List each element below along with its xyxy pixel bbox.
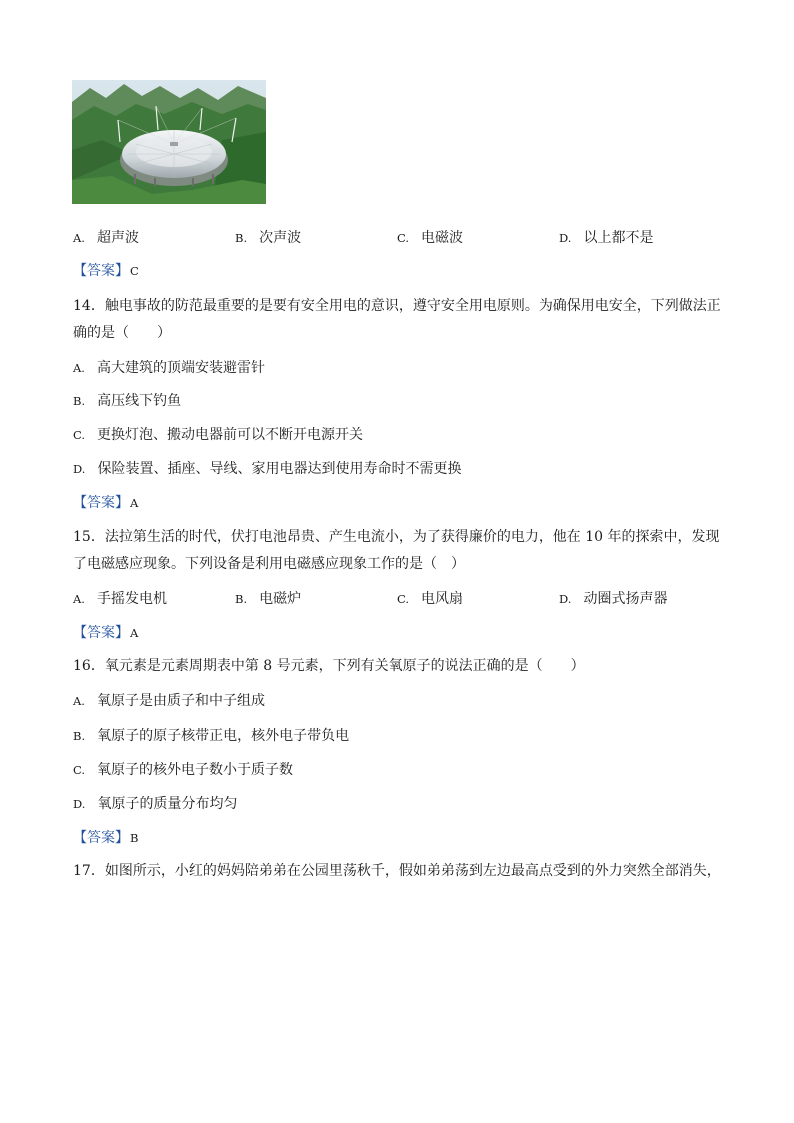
- q16-stem-line1: 16．氧元素是元素周期表中第 8 号元素，下列有关氧原子的说法正确的是（ ）: [73, 658, 585, 674]
- q15-stem-line2: 了电磁感应现象。下列设备是利用电磁感应现象工作的是（ ）: [73, 556, 465, 572]
- q15-option-b: [235, 590, 301, 608]
- option-text: 次声波: [259, 230, 302, 246]
- q14-answer: [73, 494, 138, 512]
- option-text: 动圈式扬声器: [583, 591, 668, 607]
- answer-value: A: [130, 626, 139, 640]
- option-letter: C.: [73, 763, 86, 777]
- option-letter: B.: [235, 592, 248, 606]
- q14-option-d: [73, 460, 461, 478]
- answer-value: A: [130, 496, 139, 510]
- q15-stem-line1: 15．法拉第生活的时代，伏打电池昂贵、产生电流小，为了获得廉价的电力，他在 10 年的探索中，发现: [73, 529, 720, 545]
- q15-option-d: [559, 590, 667, 608]
- option-text: 以上都不是: [583, 230, 654, 246]
- q15-option-a: [73, 590, 167, 608]
- q17-stem-line1: 17．如图所示，小红的妈妈陪弟弟在公园里荡秋千，假如弟弟荡到左边最高点受到的外力突然全部消失，: [73, 863, 721, 879]
- q16-option-c: [73, 761, 293, 779]
- option-text: 氧原子的质量分布均匀: [97, 796, 238, 812]
- q15-answer: [73, 624, 138, 642]
- option-text: 保险装置、插座、导线、家用电器达到使用寿命时不需更换: [97, 461, 462, 477]
- q16-option-a: [73, 692, 265, 710]
- q13-option-b: [235, 229, 301, 247]
- option-letter: D.: [559, 592, 572, 606]
- q14-stem-line1: 14．触电事故的防范最重要的是要有安全用电的意识，遵守安全用电原则。为确保用电安全，下列做法正: [73, 298, 721, 314]
- option-letter: D.: [559, 231, 572, 245]
- answer-tag: 【答案】: [73, 495, 129, 511]
- option-letter: C.: [397, 231, 410, 245]
- option-text: 高大建筑的顶端安装避雷针: [96, 360, 265, 376]
- option-text: 电风扇: [421, 591, 464, 607]
- option-letter: B.: [73, 394, 86, 408]
- option-letter: A.: [73, 694, 85, 708]
- option-letter: A.: [73, 361, 85, 375]
- q13-option-d: [559, 229, 653, 247]
- q16-option-d: [73, 795, 237, 813]
- option-letter: A.: [73, 592, 85, 606]
- option-letter: A.: [73, 231, 85, 245]
- answer-tag: 【答案】: [73, 263, 129, 279]
- option-text: 超声波: [96, 230, 139, 246]
- answer-tag: 【答案】: [73, 625, 129, 641]
- option-letter: D.: [73, 797, 86, 811]
- option-text: 氧原子的原子核带正电，核外电子带负电: [97, 728, 350, 744]
- option-letter: C.: [397, 592, 410, 606]
- option-text: 高压线下钓鱼: [97, 393, 182, 409]
- option-text: 手摇发电机: [96, 591, 167, 607]
- q14-stem-line2: 确的是（ ）: [73, 325, 171, 341]
- option-text: 氧原子的核外电子数小于质子数: [97, 762, 294, 778]
- option-text: 电磁波: [421, 230, 464, 246]
- option-letter: C.: [73, 428, 86, 442]
- q14-option-a: [73, 359, 265, 377]
- answer-tag: 【答案】: [73, 830, 129, 846]
- q16-option-b: [73, 727, 349, 745]
- option-letter: B.: [235, 231, 248, 245]
- option-letter: B.: [73, 729, 86, 743]
- q16-answer: [73, 829, 138, 847]
- q13-option-a: [73, 229, 139, 247]
- option-text: 电磁炉: [259, 591, 302, 607]
- q14-option-b: [73, 392, 181, 410]
- q13-answer: [73, 262, 139, 280]
- option-text: 氧原子是由质子和中子组成: [96, 693, 265, 709]
- q14-option-c: [73, 426, 363, 444]
- answer-value: B: [130, 831, 139, 845]
- option-text: 更换灯泡、搬动电器前可以不断开电源开关: [97, 427, 364, 443]
- answer-value: C: [130, 264, 139, 278]
- option-letter: D.: [73, 462, 86, 476]
- q15-option-c: [397, 590, 463, 608]
- radio-telescope-photo: [72, 80, 266, 204]
- q13-option-c: [397, 229, 463, 247]
